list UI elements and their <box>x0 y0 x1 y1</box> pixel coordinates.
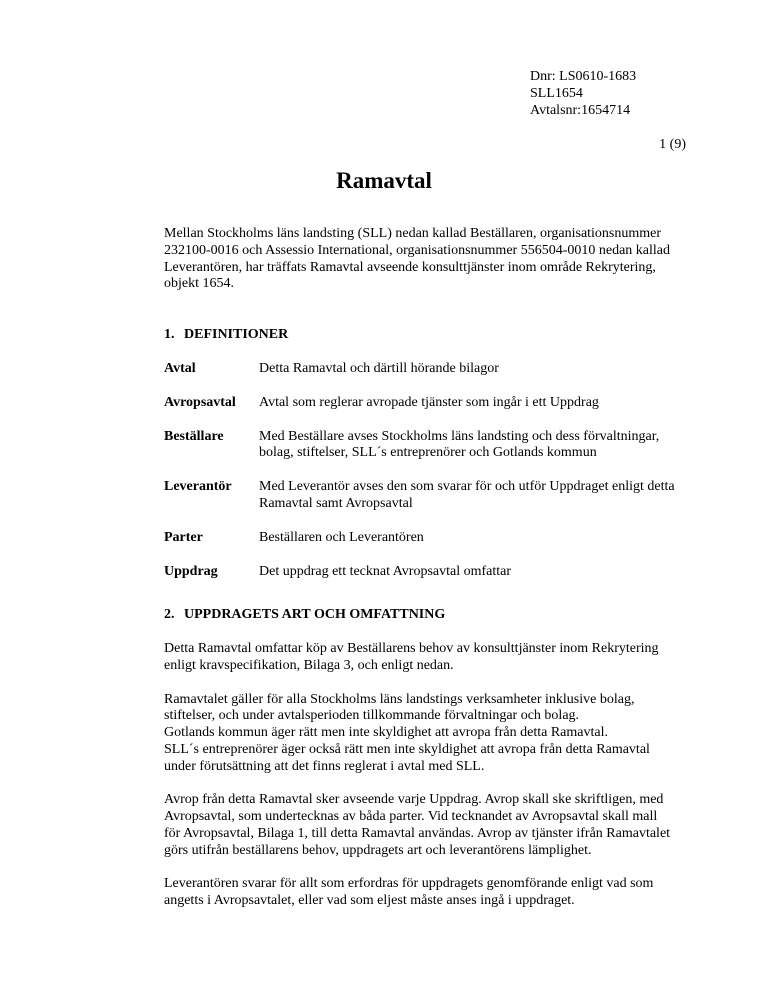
section-heading-definitions <box>164 327 734 344</box>
definition-term: Parter <box>164 529 203 545</box>
section-number: 1. <box>164 327 175 343</box>
text-line: Beställaren och Leverantören <box>259 529 424 545</box>
sll-object-number: SLL1654 <box>530 86 583 101</box>
text-line: Avtal som reglerar avropade tjänster som ingår i ett Uppdrag <box>259 394 599 410</box>
definition-term: Avtal <box>164 360 196 376</box>
text-line: Gotlands kommun äger rätt men inte skyldighet att avropa från detta Ramavtal. <box>164 725 608 741</box>
body-paragraph <box>164 792 734 859</box>
text-line: angetts i Avropsavtalet, eller vad som eljest måste anses ingå i uppdraget. <box>164 893 575 909</box>
text-line: Detta Ramavtal omfattar köp av Beställarens behov av konsulttjänster inom Rekrytering <box>164 641 659 657</box>
text-line: Avropsavtal, som undertecknas av båda parter. Vid tecknandet av Avropsavtal skall mall <box>164 809 658 825</box>
definition-text <box>259 361 734 395</box>
definition-term: Uppdrag <box>164 563 218 579</box>
text-line: enligt kravspecifikation, Bilaga 3, och enligt nedan. <box>164 657 454 673</box>
text-line: 232100-0016 och Assessio International, organisationsnummer 556504-0010 nedan kallad <box>164 242 670 258</box>
text-line: Leverantören svarar för allt som erfordras för uppdragets genomförande enligt vad som <box>164 876 654 892</box>
text-line: Avrop från detta Ramavtal sker avseende varje Uppdrag. Avrop skall ske skriftligen, med <box>164 792 664 808</box>
definition-row <box>164 564 734 581</box>
text-line: Leverantören, har träffats Ramavtal avseende konsulttjänster inom område Rekrytering, <box>164 259 656 275</box>
diary-number: Dnr: LS0610-1683 <box>530 69 637 84</box>
body-paragraph <box>164 641 734 675</box>
definition-text <box>259 395 734 429</box>
text-line: för Avropsavtal, Bilaga 1, till detta Ramavtal användas. Avrop av tjänster ifrån Ramavtalet <box>164 825 671 841</box>
section-number: 2. <box>164 607 175 623</box>
definition-text <box>259 530 734 564</box>
text-line: Ramavtal samt Avropsavtal <box>259 495 413 511</box>
document-title: Ramavtal <box>336 168 432 193</box>
definition-text <box>259 429 734 480</box>
definition-text <box>259 564 734 581</box>
definition-text <box>259 479 734 530</box>
body-paragraph <box>164 692 734 776</box>
definition-row <box>164 530 734 564</box>
text-line: Detta Ramavtal och därtill hörande bilagor <box>259 360 499 376</box>
text-line: Mellan Stockholms läns landsting (SLL) nedan kallad Beställaren, organisationsnummer <box>164 226 662 241</box>
text-line: Med Leverantör avses den som svarar för och utför Uppdraget enligt detta <box>259 479 675 495</box>
text-line: SLL´s entreprenörer äger också rätt men inte skyldighet att avropa från detta Ramavtal <box>164 741 650 757</box>
section-title: DEFINITIONER <box>184 327 289 343</box>
document-reference-block <box>530 68 636 119</box>
text-line: görs utifrån beställarens behov, uppdragets art och leverantörens lämplighet. <box>164 842 592 858</box>
definition-term: Avropsavtal <box>164 394 236 410</box>
definition-term: Leverantör <box>164 479 232 495</box>
definition-row <box>164 479 734 530</box>
definitions-table <box>164 361 734 580</box>
definition-term: Beställare <box>164 428 224 444</box>
text-line: Det uppdrag ett tecknat Avropsavtal omfattar <box>259 563 512 579</box>
definition-row <box>164 361 734 395</box>
document-body <box>164 226 734 927</box>
text-line: objekt 1654. <box>164 276 234 292</box>
definition-row <box>164 395 734 429</box>
text-line: stiftelser, och under avtalsperioden tillkommande förvaltningar och bolag. <box>164 708 580 724</box>
text-line: Ramavtalet gäller för alla Stockholms läns landstings verksamheter inklusive bolag, <box>164 691 635 707</box>
body-paragraph <box>164 876 734 910</box>
text-line: Med Beställare avses Stockholms läns landsting och dess förvaltningar, <box>259 428 660 444</box>
intro-paragraph <box>164 226 734 293</box>
section-title: UPPDRAGETS ART OCH OMFATTNING <box>184 607 446 623</box>
section-heading-scope <box>164 607 734 624</box>
text-line: under förutsättning att det finns reglerat i avtal med SLL. <box>164 758 485 774</box>
text-line: bolag, stiftelser, SLL´s entreprenörer och Gotlands kommun <box>259 445 597 461</box>
agreement-number: Avtalsnr:1654714 <box>530 103 631 118</box>
definition-row <box>164 429 734 480</box>
page-number: 1 (9) <box>659 137 686 152</box>
